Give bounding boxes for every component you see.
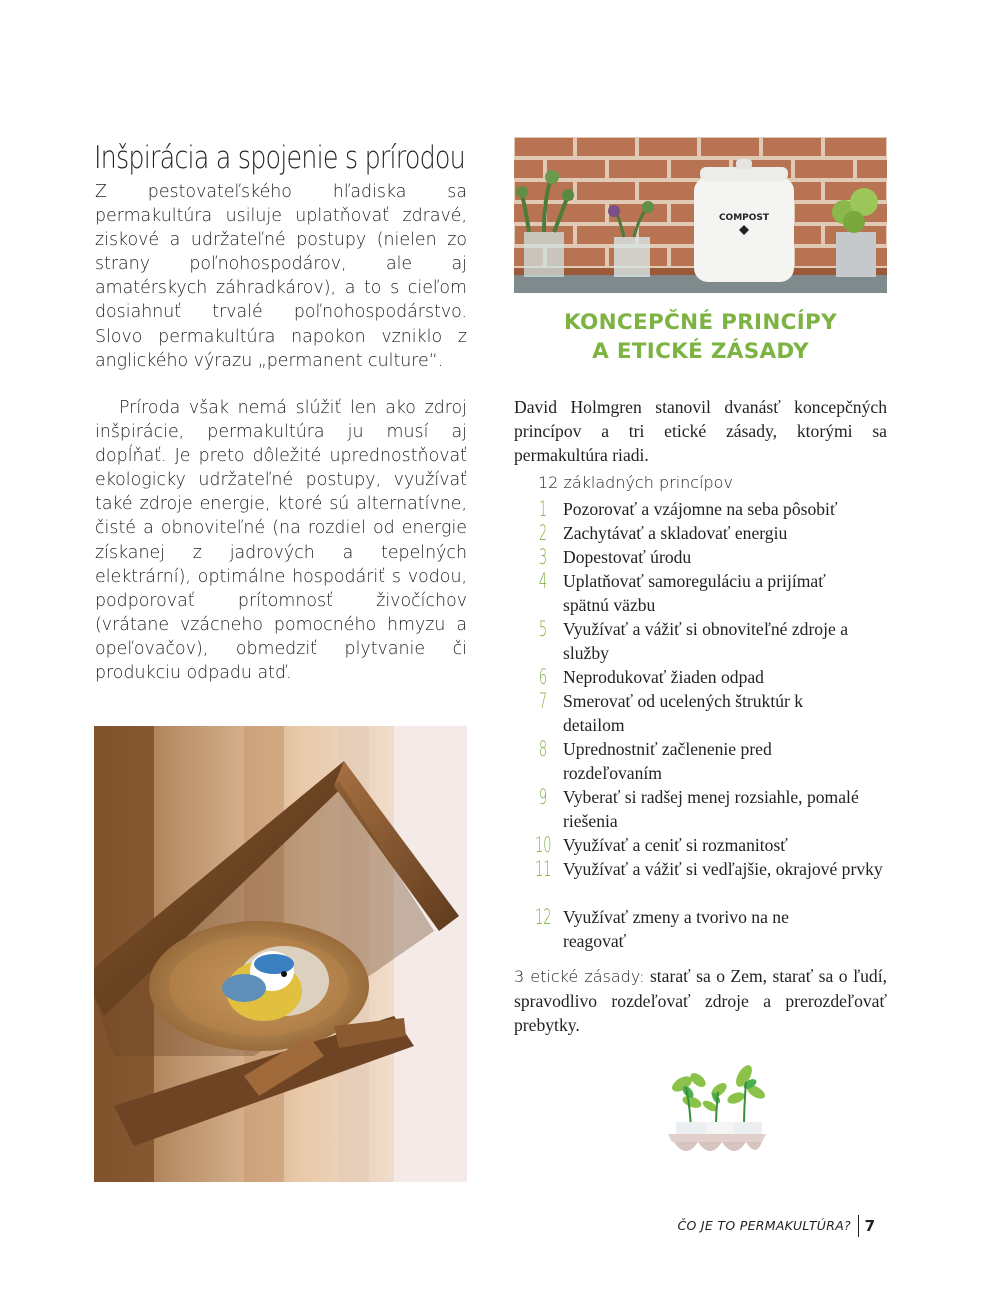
list-number: 9	[538, 785, 548, 809]
heading-line-1: KONCEPČNÉ PRINCÍPY	[564, 310, 837, 335]
list-text: Využívať a ceniť si rozmanitosť	[563, 835, 788, 855]
list-text: Pozorovať a vzájomne na seba pôsobiť	[563, 499, 838, 519]
list-text: Využívať zmeny a tvorivo na ne reagovať	[563, 907, 789, 952]
list-text: Uprednostniť začlenenie pred rozdeľovaním	[563, 739, 772, 784]
running-footer-section: ČO JE TO PERMAKULTÚRA?	[677, 1218, 851, 1233]
list-number: 1	[538, 497, 548, 521]
page-number: 7	[864, 1217, 875, 1235]
page-footer	[660, 1214, 875, 1238]
list-text: Neprodukovať žiaden odpad	[563, 667, 764, 687]
list-number: 5	[538, 617, 548, 641]
list-text: Zachytávať a skladovať energiu	[563, 523, 788, 543]
section-title: Inšpirácia a spojenie s prírodou	[94, 140, 465, 176]
seedlings-illustration	[664, 1062, 770, 1160]
principles-list-heading: 12 základných princípov	[538, 473, 733, 492]
list-text: Dopestovať úrodu	[563, 547, 692, 567]
list-number: 4	[538, 569, 548, 593]
compost-label: COMPOST	[718, 213, 770, 223]
ethics-paragraph	[514, 964, 887, 1037]
ethics-text: starať sa o Zem, starať sa o ľudí, spravodlivo rozdeľovať zdroje a prerozdeľovať prebytky.	[514, 966, 887, 1036]
ethics-label: 3 etické zásady:	[514, 967, 645, 986]
list-text: Využívať a vážiť si obnoviteľné zdroje a služby	[563, 619, 849, 664]
list-text: Využívať a vážiť si vedľajšie, okrajové prvky	[563, 859, 883, 879]
body-paragraph-2: Príroda však nemá slúžiť len ako zdroj inšpirácie, permakultúra ju musí aj dopĺňať. Je preto dôležité uprednostňovať ekologicky udržateľné postupy, využívať také zdroje energie, ktoré sú alternatívne, čisté a obnoviteľné (na rozdiel od energie získanej z jadrových a tepelných elektrární), optimálne hospodáriť s vodou, podporovať prítomnosť živočíchov (vrátane vzácneho pomocného hmyzu a opeľovačov), obmedziť plytvanie či produkciu odpadu atď.	[95, 398, 467, 684]
list-number: 7	[538, 689, 548, 713]
list-number: 3	[538, 545, 548, 569]
list-number: 6	[538, 665, 548, 689]
list-number: 12	[534, 905, 552, 929]
list-number: 11	[534, 857, 552, 881]
list-number: 10	[534, 833, 552, 857]
footer-divider	[858, 1215, 859, 1237]
list-text: Vyberať si radšej menej rozsiahle, pomalé riešenia	[563, 787, 859, 832]
list-number: 8	[538, 737, 548, 761]
intro-paragraph: David Holmgren stanovil dvanásť koncepčných princípov a tri etické zásady, ktorými sa permakultúra riadi.	[514, 397, 887, 466]
list-text: Uplatňovať samoreguláciu a prijímať spätnú väzbu	[563, 571, 826, 616]
bird-feeder-photo	[94, 726, 467, 1182]
compost-jar-photo	[514, 137, 887, 293]
list-number: 2	[538, 521, 548, 545]
list-text: Smerovať od ucelených štruktúr k detailom	[563, 691, 804, 736]
principles-section-heading	[514, 308, 887, 366]
body-paragraph-1: Z pestovateľského hľadiska sa permakultúra usiluje uplatňovať zdravé, ziskové a udržateľné postupy (nielen zo strany poľnohospodárov, ale aj amatérskych záhradkárov), a to s cieľom dosiahnuť trvalé poľnohospodárstvo. Slovo permakultúra napokon vzniklo z anglického výrazu „permanent culture“.	[95, 182, 467, 371]
heading-line-2: A ETICKÉ ZÁSADY	[592, 339, 809, 364]
